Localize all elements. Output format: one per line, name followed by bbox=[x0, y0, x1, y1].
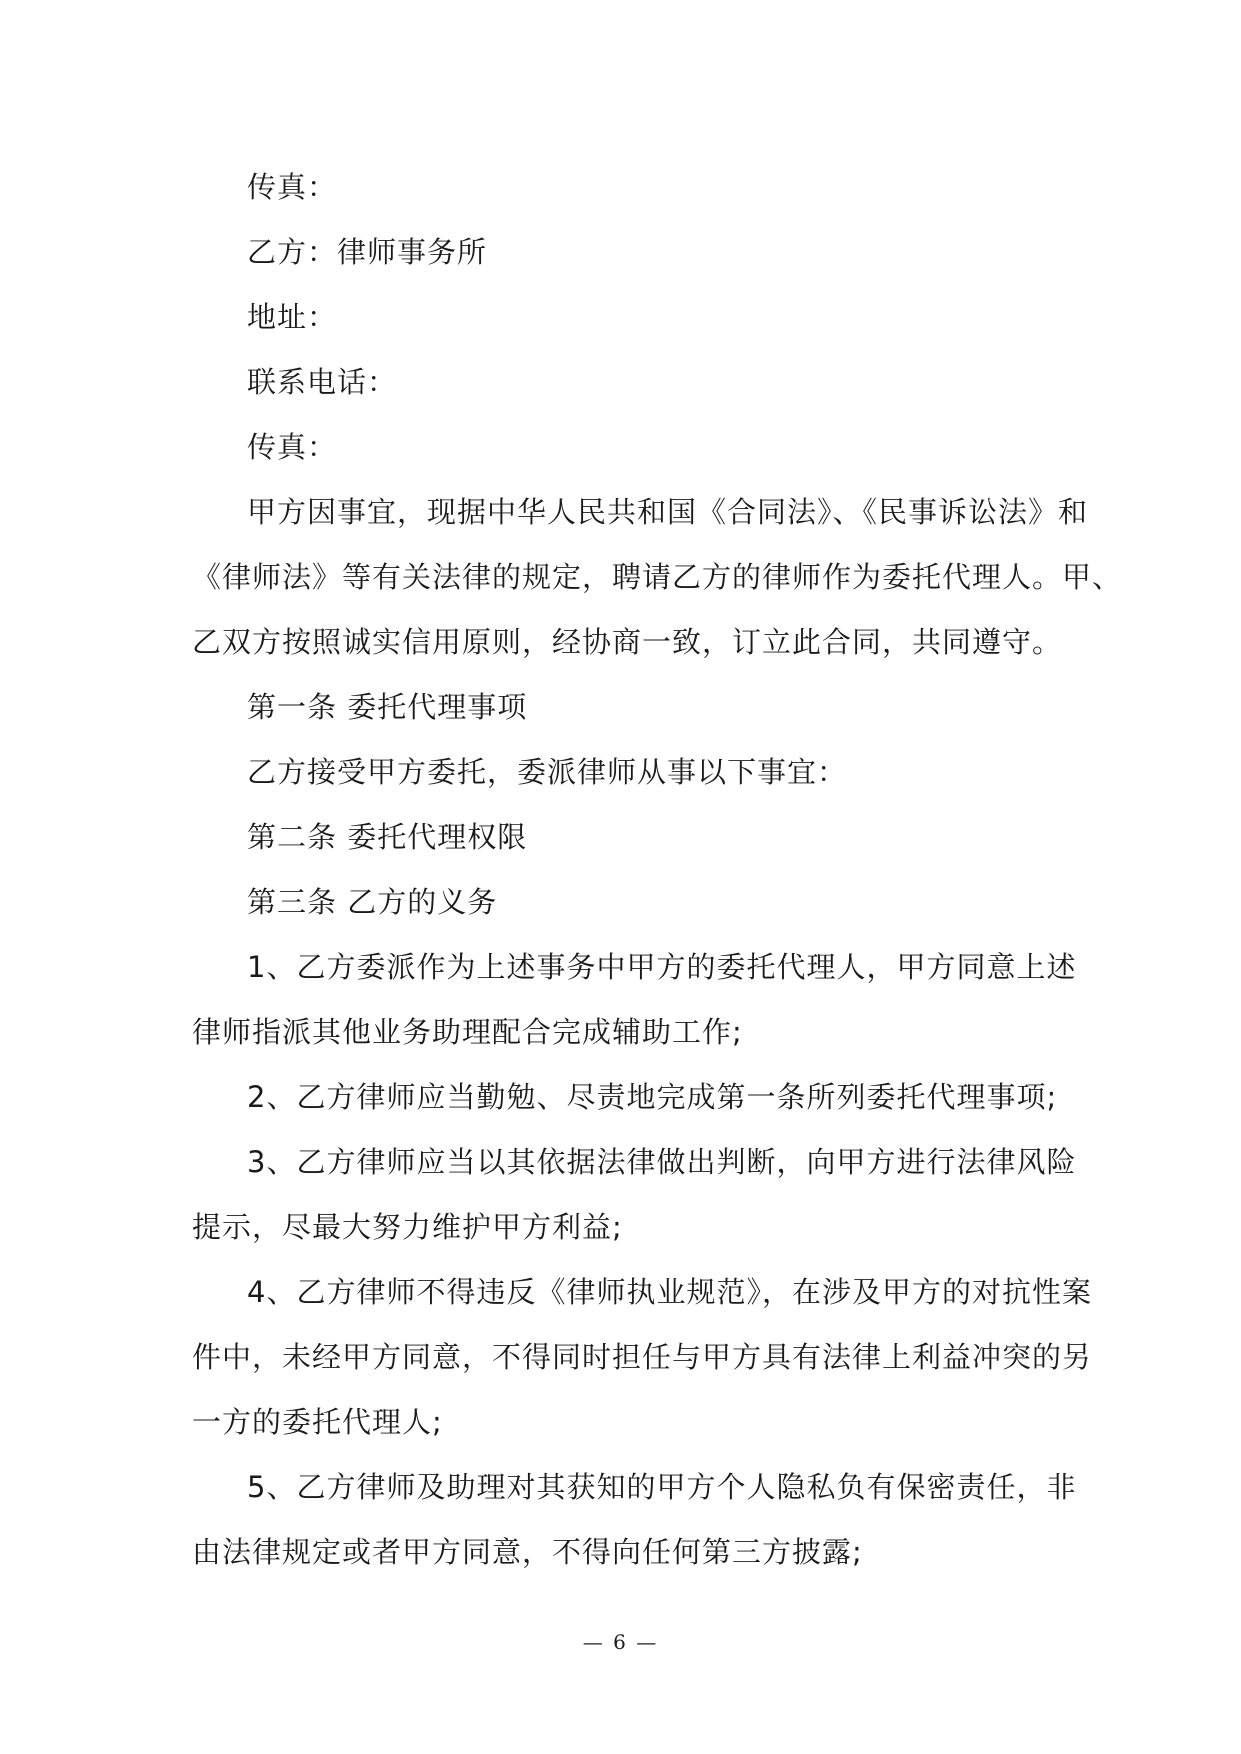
preamble-line-1: 甲方因事宜，现据中华人民共和国《合同法》、《民事诉讼法》和 bbox=[247, 495, 1089, 529]
article-2-heading: 第二条 委托代理权限 bbox=[247, 820, 528, 854]
clause-1-line-2: 律师指派其他业务助理配合完成辅助工作; bbox=[192, 1015, 743, 1049]
clause-4-line-3: 一方的委托代理人; bbox=[192, 1405, 443, 1439]
preamble-line-2: 《律师法》等有关法律的规定，聘请乙方的律师作为委托代理人。甲、 bbox=[192, 560, 1123, 594]
fax-line-1: 传真： bbox=[247, 170, 338, 204]
party-b-line: 乙方：律师事务所 bbox=[247, 235, 488, 269]
phone-line: 联系电话： bbox=[247, 365, 398, 399]
page-number: — 6 — bbox=[582, 1630, 659, 1654]
fax-line-2: 传真： bbox=[247, 430, 338, 464]
clause-4-line-2: 件中，未经甲方同意，不得同时担任与甲方具有法律上利益冲突的另 bbox=[192, 1340, 1093, 1374]
address-line: 地址： bbox=[247, 300, 338, 334]
article-1-body: 乙方接受甲方委托，委派律师从事以下事宜： bbox=[247, 755, 848, 789]
article-3-heading: 第三条 乙方的义务 bbox=[247, 885, 498, 919]
clause-2-line-1: 2、乙方律师应当勤勉、尽责地完成第一条所列委托代理事项; bbox=[247, 1080, 1058, 1114]
document-body bbox=[192, 155, 1123, 1585]
clause-1-line-1: 1、乙方委派作为上述事务中甲方的委托代理人，甲方同意上述 bbox=[247, 950, 1077, 984]
preamble-line-3: 乙双方按照诚实信用原则，经协商一致，订立此合同，共同遵守。 bbox=[192, 625, 1063, 659]
article-1-heading: 第一条 委托代理事项 bbox=[247, 690, 528, 724]
clause-4-line-1: 4、乙方律师不得违反《律师执业规范》，在涉及甲方的对抗性案 bbox=[247, 1275, 1092, 1309]
clause-5-line-1: 5、乙方律师及助理对其获知的甲方个人隐私负有保密责任，非 bbox=[247, 1470, 1077, 1504]
clause-3-line-2: 提示，尽最大努力维护甲方利益; bbox=[192, 1210, 623, 1244]
clause-5-line-2: 由法律规定或者甲方同意，不得向任何第三方披露; bbox=[192, 1535, 863, 1569]
clause-3-line-1: 3、乙方律师应当以其依据法律做出判断，向甲方进行法律风险 bbox=[247, 1145, 1077, 1179]
